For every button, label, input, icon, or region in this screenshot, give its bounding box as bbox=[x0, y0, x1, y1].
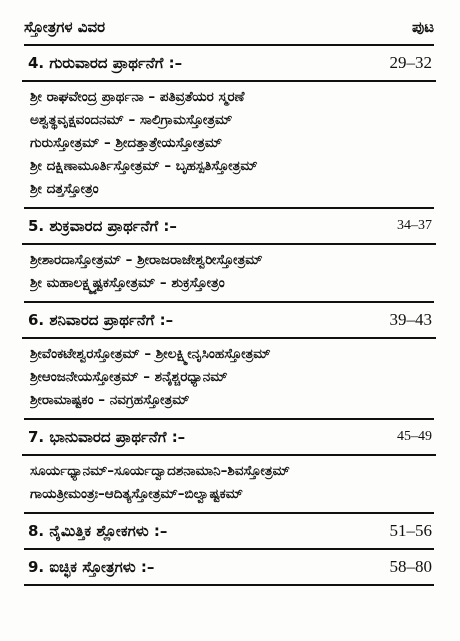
list-item: ಗಾಯತ್ರೀಮಂತ್ರಃ–ಆದಿತ್ಯಸ್ತೋತ್ರಮ್–ಬಿಲ್ವಾಷ್ಟಕಮ್ bbox=[30, 486, 243, 502]
header-page-label: ಪುಟ bbox=[411, 18, 434, 36]
list-item: ಗುರುಸ್ತೋತ್ರಮ್ – ಶ್ರೀದತ್ತಾತ್ರೇಯಸ್ತೋತ್ರಮ್ bbox=[30, 135, 223, 151]
section-page-range: 51–56 bbox=[389, 521, 432, 540]
list-item: ಶ್ರೀ ದತ್ತಸ್ತೋತ್ರಂ bbox=[30, 181, 99, 197]
list-item: ಶ್ರೀರಾಮಾಷ್ಟಕಂ – ನವಗ್ರಹಸ್ತೋತ್ರಮ್ bbox=[30, 392, 190, 408]
section-item-list bbox=[24, 82, 434, 207]
section-title: 5. ಶುಕ್ರವಾರದ ಪ್ರಾರ್ಥನೆಗೆ :– bbox=[28, 217, 177, 235]
section-item-list bbox=[24, 245, 434, 301]
section-page-range: 29–32 bbox=[389, 53, 432, 72]
toc-sections bbox=[24, 46, 434, 586]
list-item: ಶ್ರೀ ಮಹಾಲಕ್ಷ್ಮ್ಯಷ್ಟಕಸ್ತೋತ್ರಮ್ – ಶುಕ್ರಸ್ತೋತ್ರಂ bbox=[30, 275, 225, 291]
toc-section bbox=[24, 46, 434, 207]
section-heading bbox=[24, 303, 434, 337]
header-title: ಸ್ತೋತ್ರಗಳ ವಿವರ bbox=[24, 18, 106, 36]
section-heading bbox=[24, 514, 434, 548]
toc-section bbox=[24, 207, 434, 301]
section-item-list bbox=[24, 456, 434, 512]
toc-section bbox=[24, 512, 434, 548]
list-item: ಶ್ರೀವೆಂಕಟೇಶ್ವರಸ್ತೋತ್ರಮ್ – ಶ್ರೀಲಕ್ಷ್ಮೀನೃಸಿಂಹಸ್ತೋತ್ರಮ್ bbox=[30, 346, 271, 362]
section-item-list bbox=[24, 339, 434, 418]
section-heading bbox=[24, 550, 434, 584]
section-heading bbox=[24, 209, 434, 243]
toc-section bbox=[24, 548, 434, 584]
section-title: 6. ಶನಿವಾರದ ಪ್ರಾರ್ಥನೆಗೆ :– bbox=[28, 311, 174, 329]
section-title: 9. ಐಚ್ಛಿಕ ಸ್ತೋತ್ರಗಳು :– bbox=[28, 558, 155, 576]
toc-section bbox=[24, 418, 434, 512]
list-item: ಸೂರ್ಯಧ್ಯಾನಮ್–ಸೂರ್ಯದ್ವಾದಶನಾಮಾನಿ–ಶಿವಸ್ತೋತ್ರಮ್ bbox=[30, 463, 290, 479]
section-page-range: 34–37 bbox=[397, 218, 432, 233]
list-item: ಶ್ರೀಶಾರದಾಸ್ತೋತ್ರಮ್ – ಶ್ರೀರಾಜರಾಜೇಶ್ವರೀಸ್ತೋತ್ರಮ್ bbox=[30, 252, 263, 268]
section-heading bbox=[24, 420, 434, 454]
toc-header bbox=[24, 12, 434, 42]
list-item: ಶ್ರೀಆಂಜನೇಯಸ್ತೋತ್ರಮ್ – ಶನೈಶ್ಚರಧ್ಯಾನಮ್ bbox=[30, 369, 228, 385]
list-item: ಶ್ರೀ ದಕ್ಷಿಣಾಮೂರ್ತಿಸ್ತೋತ್ರಮ್ – ಬೃಹಸ್ಪತಿಸ್ತೋತ್ರಮ್ bbox=[30, 158, 258, 174]
section-title: 8. ನೈಮಿತ್ತಿಕ ಶ್ಲೋಕಗಳು :– bbox=[28, 522, 168, 540]
section-page-range: 58–80 bbox=[389, 557, 432, 576]
toc-section bbox=[24, 301, 434, 418]
section-heading bbox=[24, 46, 434, 80]
list-item: ಶ್ರೀ ರಾಘವೇಂದ್ರ ಪ್ರಾರ್ಥನಾ – ಪತಿವ್ರತೆಯರ ಸ್ಮರಣೆ bbox=[30, 89, 245, 105]
section-title: 4. ಗುರುವಾರದ ಪ್ರಾರ್ಥನೆಗೆ :– bbox=[28, 54, 183, 72]
section-title: 7. ಭಾನುವಾರದ ಪ್ರಾರ್ಥನೆಗೆ :– bbox=[28, 428, 186, 446]
list-item: ಅಶ್ವತ್ಥವೃಕ್ಷವಂದನಮ್ – ಸಾಲಿಗ್ರಾಮಸ್ತೋತ್ರಮ್ bbox=[30, 112, 233, 128]
section-page-range: 45–49 bbox=[397, 429, 432, 444]
section-page-range: 39–43 bbox=[389, 310, 432, 329]
